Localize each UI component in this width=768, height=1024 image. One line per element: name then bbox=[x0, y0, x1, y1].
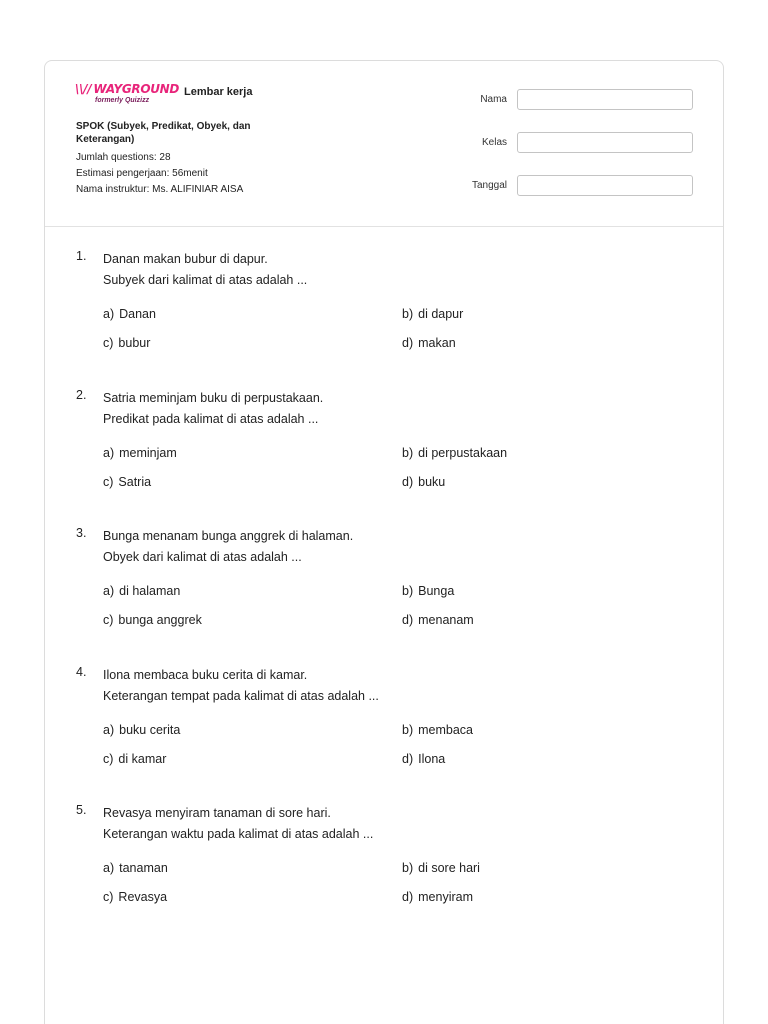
option-letter: a) bbox=[103, 584, 115, 598]
question-sentence: Revasya menyiram tanaman di sore hari. bbox=[103, 806, 331, 820]
question-number: 1. bbox=[76, 249, 87, 263]
option-letter: c) bbox=[103, 474, 114, 489]
option-text: makan bbox=[418, 336, 456, 350]
option-b[interactable] bbox=[402, 307, 463, 321]
date-field[interactable] bbox=[517, 175, 693, 196]
option-letter: a) bbox=[103, 445, 115, 460]
option-d[interactable] bbox=[402, 475, 445, 489]
option-b[interactable] bbox=[402, 446, 507, 460]
option-letter: a) bbox=[103, 722, 115, 737]
question-number: 5. bbox=[76, 803, 87, 817]
logo-subtext: formerly Quizizz bbox=[95, 97, 150, 104]
option-text: buku cerita bbox=[119, 722, 181, 737]
question-number: 3. bbox=[76, 526, 87, 540]
option-a[interactable] bbox=[103, 723, 180, 737]
option-text: di perpustakaan bbox=[418, 445, 508, 460]
option-letter: a) bbox=[103, 861, 115, 875]
question-prompt: Keterangan tempat pada kalimat di atas adalah ... bbox=[103, 688, 379, 703]
question-number: 2. bbox=[76, 387, 87, 402]
option-letter: c) bbox=[103, 751, 114, 766]
option-c[interactable] bbox=[103, 613, 202, 627]
logo-text: WAYGROUND bbox=[93, 82, 180, 96]
question-sentence: Ilona membaca buku cerita di kamar. bbox=[103, 667, 308, 682]
option-b[interactable] bbox=[402, 861, 480, 875]
option-letter: c) bbox=[103, 890, 114, 904]
time-estimate: Estimasi pengerjaan: 56menit bbox=[76, 168, 208, 179]
option-a[interactable] bbox=[103, 861, 168, 875]
question-stem bbox=[103, 526, 353, 568]
question-item bbox=[76, 665, 696, 804]
brand-logo bbox=[75, 82, 180, 106]
name-field[interactable] bbox=[517, 89, 693, 110]
question-item bbox=[76, 249, 696, 388]
option-text: Ilona bbox=[418, 751, 446, 766]
class-label: Kelas bbox=[481, 137, 507, 148]
option-letter: a) bbox=[103, 307, 115, 321]
option-c[interactable] bbox=[103, 890, 167, 904]
option-a[interactable] bbox=[103, 584, 180, 598]
option-letter: d) bbox=[402, 613, 414, 627]
option-letter: b) bbox=[402, 307, 414, 321]
option-text: di kamar bbox=[118, 751, 167, 766]
question-stem bbox=[103, 665, 379, 707]
option-c[interactable] bbox=[103, 336, 150, 350]
class-field[interactable] bbox=[517, 132, 693, 153]
option-letter: b) bbox=[402, 445, 414, 460]
option-d[interactable] bbox=[402, 890, 473, 904]
question-prompt: Subyek dari kalimat di atas adalah ... bbox=[103, 273, 308, 287]
question-item bbox=[76, 526, 696, 665]
name-label: Nama bbox=[480, 94, 507, 105]
question-item bbox=[76, 803, 696, 942]
option-text: tanaman bbox=[119, 861, 168, 875]
option-letter: b) bbox=[402, 722, 414, 737]
option-letter: b) bbox=[402, 861, 414, 875]
worksheet-info bbox=[76, 120, 291, 196]
question-stem bbox=[103, 249, 307, 291]
logo-wordmark bbox=[75, 82, 179, 96]
question-item bbox=[76, 388, 696, 527]
question-sentence: Satria meminjam buku di perpustakaan. bbox=[103, 390, 324, 405]
question-list bbox=[76, 249, 696, 942]
option-text: di dapur bbox=[418, 307, 464, 321]
sheet-type-label: Lembar kerja bbox=[184, 86, 253, 98]
option-text: membaca bbox=[418, 722, 474, 737]
logo-mark-icon: \\// bbox=[75, 82, 92, 96]
option-a[interactable] bbox=[103, 307, 156, 321]
option-text: bubur bbox=[118, 336, 151, 350]
option-text: bunga anggrek bbox=[118, 613, 202, 627]
worksheet-page bbox=[44, 60, 724, 1024]
question-sentence: Bunga menanam bunga anggrek di halaman. bbox=[103, 529, 354, 543]
option-letter: c) bbox=[103, 613, 114, 627]
option-a[interactable] bbox=[103, 446, 177, 460]
option-text: Satria bbox=[118, 474, 152, 489]
option-letter: c) bbox=[103, 336, 114, 350]
question-count: Jumlah questions: 28 bbox=[76, 152, 171, 163]
worksheet-title: SPOK (Subyek, Predikat, Obyek, dan Keterangan) bbox=[76, 121, 251, 145]
option-letter: d) bbox=[402, 890, 414, 904]
option-c[interactable] bbox=[103, 752, 166, 766]
option-text: Danan bbox=[119, 307, 156, 321]
option-d[interactable] bbox=[402, 752, 445, 766]
option-b[interactable] bbox=[402, 584, 454, 598]
option-letter: d) bbox=[402, 474, 414, 489]
question-sentence: Danan makan bubur di dapur. bbox=[103, 252, 268, 266]
option-text: menyiram bbox=[418, 890, 473, 904]
option-text: menanam bbox=[418, 613, 474, 627]
option-d[interactable] bbox=[402, 336, 456, 350]
date-label: Tanggal bbox=[471, 180, 507, 191]
question-stem bbox=[103, 388, 323, 430]
instructor-name: Nama instruktur: Ms. ALIFINIAR AISA bbox=[76, 184, 244, 195]
option-d[interactable] bbox=[402, 613, 474, 627]
option-text: di sore hari bbox=[418, 861, 480, 875]
option-b[interactable] bbox=[402, 723, 473, 737]
option-text: di halaman bbox=[119, 584, 181, 598]
option-text: Revasya bbox=[118, 890, 168, 904]
question-stem bbox=[103, 803, 373, 845]
option-letter: d) bbox=[402, 336, 414, 350]
option-text: meminjam bbox=[119, 445, 177, 460]
option-letter: d) bbox=[402, 751, 414, 766]
worksheet-header bbox=[45, 61, 723, 227]
question-prompt: Predikat pada kalimat di atas adalah ... bbox=[103, 411, 319, 426]
question-prompt: Keterangan waktu pada kalimat di atas adalah ... bbox=[103, 827, 374, 841]
question-prompt: Obyek dari kalimat di atas adalah ... bbox=[103, 550, 302, 564]
option-letter: b) bbox=[402, 584, 414, 598]
option-text: buku bbox=[418, 474, 446, 489]
option-text: Bunga bbox=[418, 584, 455, 598]
option-c[interactable] bbox=[103, 475, 151, 489]
question-number: 4. bbox=[76, 664, 87, 679]
